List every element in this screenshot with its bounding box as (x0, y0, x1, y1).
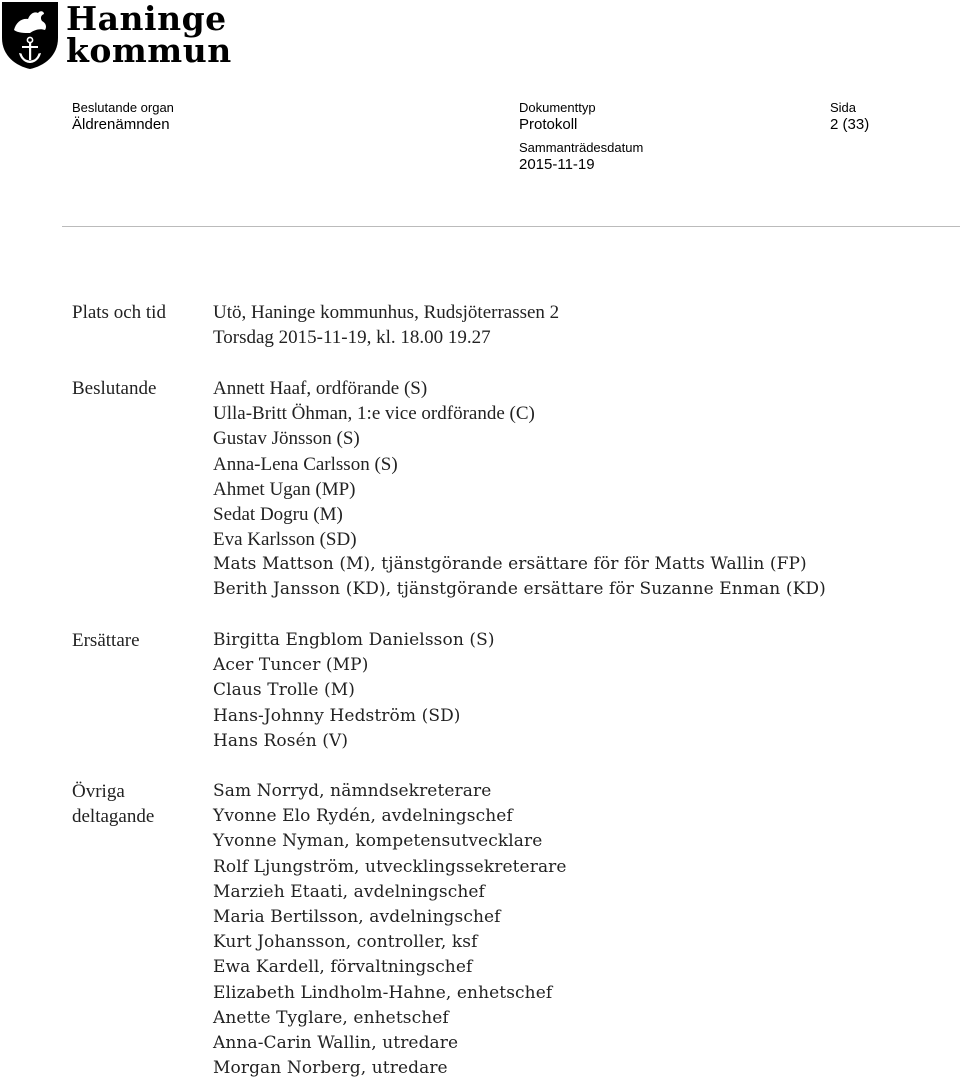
list-item: Anna-Lena Carlsson (S) (213, 453, 398, 475)
place-list (213, 300, 559, 350)
beslutande-label: Beslutande (72, 378, 157, 399)
list-item: Ulla-Britt Öhman, 1:e vice ordförande (C) (213, 403, 535, 425)
list-item: Mats Mattson (M), tjänstgörande ersättare för för Matts Wallin (FP) (213, 554, 807, 574)
organ-label: Beslutande organ (72, 100, 174, 115)
list-item: Yvonne Nyman, kompetensutvecklare (213, 831, 543, 852)
list-item: Sedat Dogru (M) (213, 504, 343, 526)
header-divider (62, 226, 960, 227)
list-item: Ahmet Ugan (MP) (213, 478, 356, 500)
beslutande-list (213, 376, 535, 552)
list-item: Elizabeth Lindholm-Hahne, enhetschef (213, 982, 553, 1003)
list-item: Anna-Carin Wallin, utredare (213, 1033, 459, 1054)
haninge-kommun-logo (0, 0, 240, 70)
date-label: Sammanträdesdatum (519, 140, 644, 155)
list-item: Morgan Norberg, utredare (213, 1058, 448, 1079)
list-item: Hans-Johnny Hedström (SD) (213, 705, 461, 726)
page-label: Sida (830, 100, 857, 115)
list-item: Marzieh Etaati, avdelningschef (213, 881, 485, 902)
ovriga-label-line1: Övriga (72, 781, 125, 802)
list-item: Acer Tuncer (MP) (213, 655, 369, 676)
header-date (519, 140, 643, 174)
header-page (830, 100, 869, 134)
list-item: Kurt Johansson, controller, ksf (213, 932, 478, 953)
ovriga-label (72, 779, 202, 829)
list-item: Birgitta Engblom Danielsson (S) (213, 630, 495, 650)
list-item: Anette Tyglare, enhetschef (213, 1007, 449, 1028)
organ-value: Äldrenämnden (72, 116, 170, 133)
header-doctype (519, 100, 596, 134)
list-item: Eva Karlsson (SD) (213, 529, 357, 551)
beslutande-list-continued (213, 552, 826, 602)
doctype-label: Dokumenttyp (519, 100, 596, 115)
list-item: Rolf Ljungström, utvecklingssekreterare (213, 856, 567, 877)
list-item: Hans Rosén (V) (213, 730, 349, 751)
list-item: Yvonne Elo Rydén, avdelningschef (213, 806, 513, 827)
list-item: Claus Trolle (M) (213, 680, 355, 701)
logo-text-line1: Haninge (66, 0, 227, 38)
place-label: Plats och tid (72, 302, 166, 323)
header-organ (72, 100, 174, 134)
ersattare-list (213, 628, 495, 754)
ersattare-label: Ersättare (72, 630, 140, 651)
doctype-value: Protokoll (519, 116, 578, 133)
ovriga-list (213, 779, 567, 1081)
list-item: Utö, Haninge kommunhus, Rudsjöterrassen 2 (213, 302, 560, 323)
list-item: Berith Jansson (KD), tjänstgörande ersättare för Suzanne Enman (KD) (213, 579, 826, 600)
logo-text-line2: kommun (66, 31, 232, 70)
ovriga-label-line2: deltagande (72, 806, 155, 828)
page-value: 2 (33) (830, 116, 870, 133)
list-item: Sam Norryd, nämndsekreterare (213, 781, 492, 801)
coat-of-arms-icon (0, 0, 60, 70)
list-item: Gustav Jönsson (S) (213, 428, 360, 450)
list-item: Ewa Kardell, förvaltningschef (213, 957, 473, 978)
list-item: Torsdag 2015-11-19, kl. 18.00 19.27 (213, 327, 491, 349)
list-item: Annett Haaf, ordförande (S) (213, 378, 428, 399)
list-item: Maria Bertilsson, avdelningschef (213, 907, 501, 928)
date-value: 2015-11-19 (519, 156, 595, 173)
